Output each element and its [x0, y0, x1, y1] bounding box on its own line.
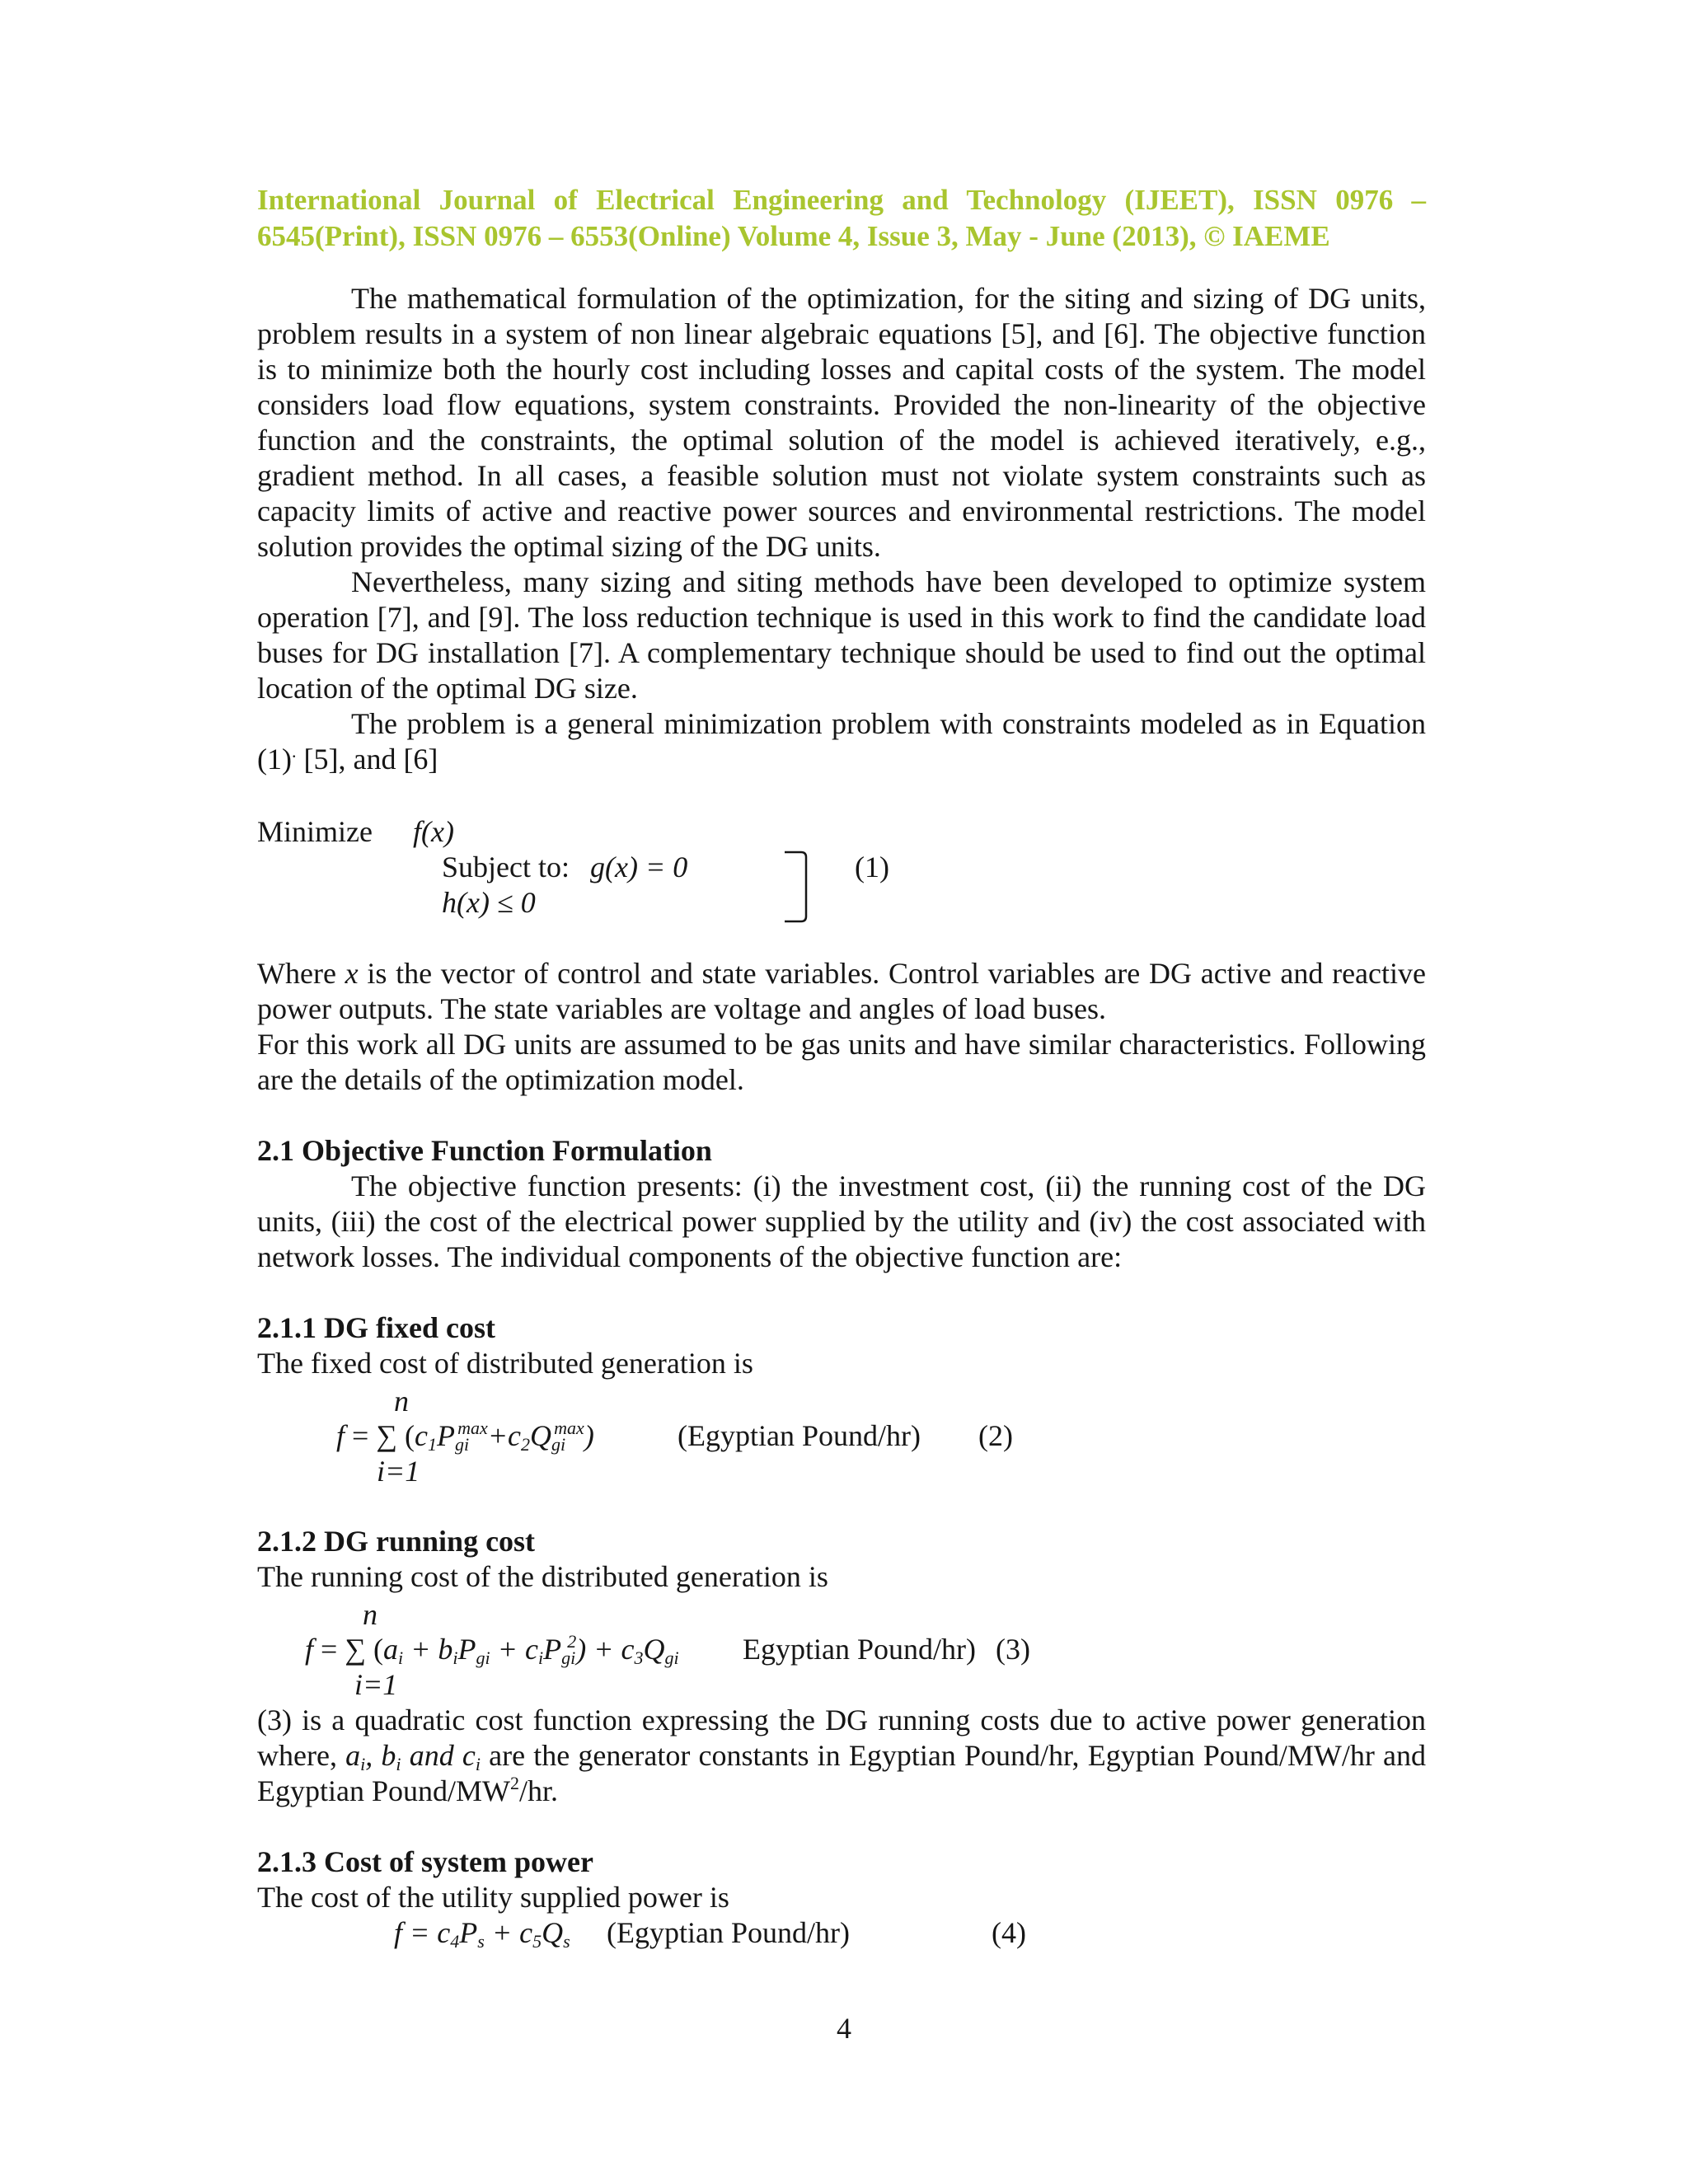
eq3-P2-sup: 2	[567, 1631, 577, 1652]
eq3-sum: = ∑ (	[313, 1633, 383, 1666]
eq2-sum: = ∑ (	[345, 1419, 415, 1452]
eq4-P-sub: s	[477, 1931, 485, 1952]
eq2-Q-sup: max	[554, 1418, 584, 1438]
eq3-explanation-and: and	[401, 1739, 462, 1772]
eq3-c3-sub: 3	[634, 1647, 644, 1668]
eq4-c5: + c	[484, 1916, 533, 1949]
eq2-Q: Q	[530, 1419, 552, 1452]
eq3-P1: P	[457, 1633, 476, 1666]
eq3-explanation-comma: ,	[365, 1739, 382, 1772]
eq2-Q-sub: gi	[551, 1434, 566, 1455]
eq2-close: )	[584, 1419, 594, 1452]
section-2-1-2-text: The running cost of the distributed generation is	[257, 1560, 828, 1593]
section-2-1-1-text: The fixed cost of distributed generation is	[257, 1347, 753, 1380]
eq4-P: P	[459, 1916, 478, 1949]
eq3-f: f	[305, 1633, 314, 1666]
intro-paragraph-3	[257, 706, 1426, 777]
eq2-c1: c	[414, 1419, 428, 1452]
eq3-explanation-ai-sub: i	[360, 1754, 366, 1774]
section-2-1	[257, 1133, 1426, 1275]
eq2-unit: (Egyptian Pound/hr)	[678, 1419, 921, 1452]
eq3-sum-upper-limit: n	[363, 1598, 377, 1631]
eq1-number: (1)	[855, 851, 889, 883]
eq3-explanation-text-a: (3) is a quadratic cost function expressing the DG running costs due to active power generation where,	[257, 1704, 1426, 1772]
section-2-1-3-text: The cost of the utility supplied power is	[257, 1881, 729, 1914]
eq4-c4: = c	[402, 1916, 451, 1949]
eq3-a: a	[382, 1633, 398, 1666]
eq3-explanation-sup: 2	[509, 1773, 519, 1793]
eq3-Q: Q	[643, 1633, 665, 1666]
eq3-expression	[305, 1632, 679, 1667]
eq1-explanation	[257, 956, 1426, 1098]
eq2-f: f	[336, 1419, 345, 1452]
eq3-b-sub: i	[452, 1647, 458, 1668]
where-variable-x: x	[345, 957, 359, 990]
eq2-sum-upper-limit: n	[394, 1385, 409, 1418]
section-2-1-1	[257, 1310, 1426, 1381]
eq3-P2: P	[543, 1633, 562, 1666]
eq3-c: + c	[490, 1633, 538, 1666]
eq3-P2-sub: gi	[561, 1647, 576, 1668]
eq2-P-sup: max	[457, 1418, 488, 1438]
journal-header-line-1: International Journal of Electrical Engineering and Technology (IJEET), ISSN 0976 –	[257, 184, 1426, 216]
eq3-Q-sub: gi	[664, 1647, 679, 1668]
section-2-1-text: The objective function presents: (i) the investment cost, (ii) the running cost of the DG units, (iii) the cost of the electrical power supplied by the utility and (iv) the cost associated with network losses. The individual components of the objective function are:	[257, 1169, 1426, 1273]
eq4-expression	[394, 1915, 570, 1951]
section-2-1-1-heading: 2.1.1 DG fixed cost	[257, 1311, 495, 1344]
eq1-minimize-label: Minimize	[257, 815, 373, 848]
eq2-c2-sub: 2	[521, 1434, 531, 1455]
eq1-subject-to: Subject to:	[442, 851, 570, 883]
eq1-objective: f(x)	[413, 815, 454, 848]
eq3-c-sub: i	[537, 1647, 544, 1668]
intro-paragraph-3-text: The problem is a general minimization problem with constraints modeled as in Equation (1)	[257, 707, 1426, 776]
gas-units-paragraph: For this work all DG units are assumed to be gas units and have similar characteristics. Following are the details of the optimization model.	[257, 1028, 1426, 1096]
eq2-sum-lower-limit: i=1	[377, 1455, 420, 1488]
eq2-P-sub: gi	[454, 1434, 470, 1455]
eq2-c1-sub: 1	[427, 1434, 437, 1455]
eq1-equality-constraint: g(x) = 0	[590, 851, 688, 883]
eq3-unit: Egyptian Pound/hr)	[743, 1633, 976, 1666]
eq3-explanation-ai: a	[345, 1739, 361, 1772]
page-number: 4	[837, 2012, 851, 2045]
eq4-c4-sub: 4	[450, 1931, 460, 1952]
eq4-unit: (Egyptian Pound/hr)	[607, 1916, 850, 1949]
eq3-explanation	[257, 1703, 1426, 1809]
eq3-c3: ) + c	[576, 1633, 635, 1666]
journal-header-line-2: 6545(Print), ISSN 0976 – 6553(Online) Volume 4, Issue 3, May - June (2013), © IAEME	[257, 220, 1330, 252]
section-2-1-3-heading: 2.1.3 Cost of system power	[257, 1845, 593, 1878]
section-2-1-3	[257, 1844, 1426, 1915]
eq2-c2: +c	[487, 1419, 522, 1452]
intro-paragraph-2: Nevertheless, many sizing and siting methods have been developed to optimize system operation [7], and [9]. The loss reduction technique is used in this work to find the candidate load buses for DG installation [7]. A complementary technique should be used to find out the optimal location of the optimal DG size.	[257, 565, 1426, 705]
section-2-1-heading: 2.1 Objective Function Formulation	[257, 1134, 712, 1167]
eq3-explanation-paragraph	[257, 1703, 1426, 1809]
intro-paragraph-3-refs: [5], and [6]	[296, 743, 438, 776]
eq3-explanation-text-b: are the generator constants in Egyptian Pound/hr, Egyptian Pound/MW/hr and Egyptian Pound/MW	[257, 1739, 1427, 1807]
eq1-inequality-constraint: h(x) ≤ 0	[442, 886, 536, 919]
section-2-1-2-heading: 2.1.2 DG running cost	[257, 1525, 536, 1558]
eq3-P1-sub: gi	[476, 1647, 490, 1668]
eq4-Q: Q	[542, 1916, 564, 1949]
eq3-explanation-ci: c	[462, 1739, 476, 1772]
eq4-Q-sub: s	[563, 1931, 570, 1952]
eq4-f: f	[394, 1916, 403, 1949]
where-text-b: is the vector of control and state variables. Control variables are DG active and reactive power outputs. The state variables are voltage and angles of load buses.	[257, 957, 1426, 1025]
eq3-explanation-text-c: /hr.	[518, 1774, 558, 1807]
journal-header	[257, 182, 1426, 255]
intro-section	[257, 281, 1426, 777]
where-text-a: Where	[257, 957, 345, 990]
intro-paragraph-3-dot: .	[291, 741, 297, 762]
eq3-b: + b	[403, 1633, 453, 1666]
where-paragraph	[257, 956, 1426, 1027]
eq2-P: P	[436, 1419, 455, 1452]
eq2-number: (2)	[978, 1419, 1013, 1452]
section-2-1-2	[257, 1524, 1426, 1595]
eq3-explanation-ci-sub: i	[475, 1754, 481, 1774]
intro-paragraph-1: The mathematical formulation of the optimization, for the siting and sizing of DG units, problem results in a system of non linear algebraic equations [5], and [6]. The objective function is to minimize both the hourly cost including losses and capital costs of the system. The model considers load flow equations, system constraints. Provided the non-linearity of the objective function and the constraints, the optimal solution of the model is achieved iteratively, e.g., gradient method. In all cases, a feasible solution must not violate system constraints such as capacity limits of active and reactive power sources and environmental restrictions. The model solution provides the optimal sizing of the DG units.	[257, 282, 1426, 563]
eq4-c5-sub: 5	[532, 1931, 542, 1952]
eq3-sum-lower-limit: i=1	[354, 1668, 398, 1701]
eq3-explanation-bi-sub: i	[396, 1754, 401, 1774]
eq3-explanation-bi: b	[381, 1739, 396, 1772]
eq3-number: (3)	[996, 1633, 1030, 1666]
eq2-expression	[336, 1418, 594, 1454]
eq4-number: (4)	[992, 1916, 1026, 1949]
eq3-a-sub: i	[397, 1647, 404, 1668]
eq1-brace-icon	[783, 849, 813, 925]
